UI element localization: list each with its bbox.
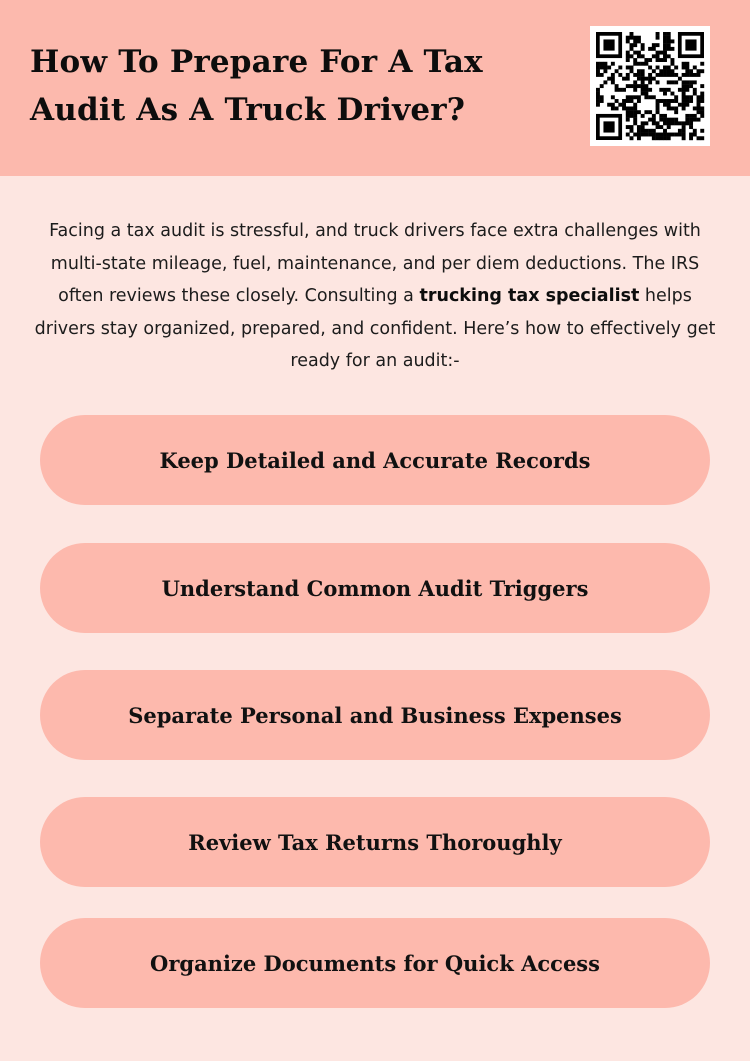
tip-pill-separate-expenses bbox=[40, 670, 710, 760]
tip-label: Understand Common Audit Triggers bbox=[161, 575, 589, 601]
tip-pill-triggers bbox=[40, 543, 710, 633]
tip-label: Organize Documents for Quick Access bbox=[150, 950, 600, 976]
tip-pill-review-returns bbox=[40, 797, 710, 887]
header-banner bbox=[0, 0, 750, 176]
intro-paragraph bbox=[30, 215, 720, 378]
qr-code-graphic bbox=[590, 26, 710, 146]
qr-code-icon bbox=[590, 26, 710, 146]
intro-text-before: Facing a tax audit is stressful, and truck drivers face extra challenges with multi-state mileage, fuel, maintenance, and per diem deductions. The IRS often reviews these closely. Consulting a bbox=[49, 221, 701, 306]
tip-label: Separate Personal and Business Expenses bbox=[128, 702, 622, 728]
tip-label: Keep Detailed and Accurate Records bbox=[159, 447, 591, 473]
intro-text-after: helps drivers stay organized, prepared, and confident. Here’s how to effectively get ready for an audit:- bbox=[34, 286, 716, 371]
tip-pill-organize-documents bbox=[40, 918, 710, 1008]
page-title bbox=[30, 38, 550, 134]
title-line-1: How To Prepare For A Tax bbox=[30, 44, 483, 80]
intro-bold-link-text: trucking tax specialist bbox=[419, 286, 640, 306]
tip-label: Review Tax Returns Thoroughly bbox=[188, 829, 562, 855]
title-line-2: Audit As A Truck Driver? bbox=[30, 92, 466, 128]
tip-pill-records bbox=[40, 415, 710, 505]
